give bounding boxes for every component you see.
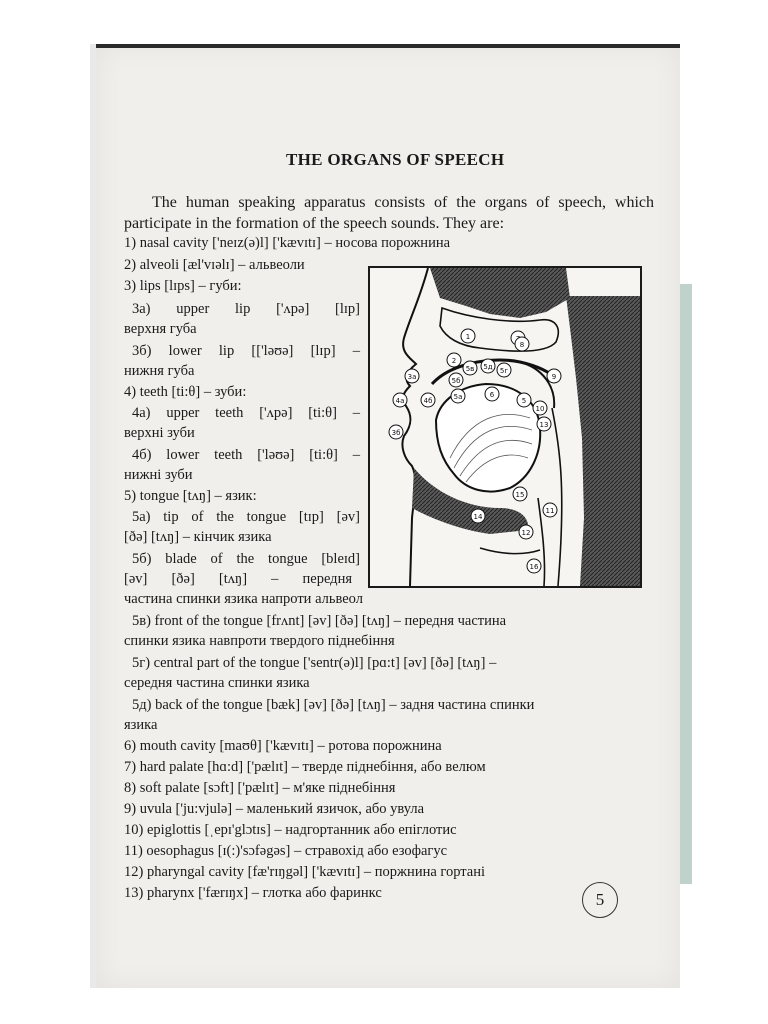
list-item-13: 13) pharynx ['færɪŋx] – глотка або фаринкс — [124, 885, 382, 901]
svg-text:3а: 3а — [407, 373, 417, 381]
label-5d — [481, 359, 495, 373]
svg-text:5б: 5б — [451, 377, 461, 385]
svg-text:2: 2 — [451, 357, 457, 365]
svg-text:5г: 5г — [499, 367, 509, 375]
label-2 — [447, 353, 461, 367]
svg-text:9: 9 — [551, 373, 557, 381]
list-item-4b: 4б) lower teeth ['ləʊə] [ti:θ] – — [132, 447, 360, 463]
list-item-4a-translation: верхні зуби — [124, 425, 195, 441]
label-4b — [421, 393, 435, 407]
label-13 — [537, 417, 551, 431]
list-item-5a-cont: [ðə] [tʌŋ] – кінчик язика — [124, 529, 272, 545]
svg-text:5в: 5в — [465, 365, 475, 373]
face-profile — [402, 268, 428, 586]
svg-text:14: 14 — [473, 513, 483, 521]
spine-region — [566, 296, 640, 586]
list-item-5: 5) tongue [tʌŋ] – язик: — [124, 488, 257, 504]
label-5v — [463, 361, 477, 375]
list-item-11: 11) oesophagus [ɪ(:)'sɔfəgəs] – стравохід або езофагус — [124, 843, 448, 859]
diagram-svg — [370, 268, 640, 586]
list-item-2: 2) alveoli [æl'vɪəlɪ] – альвеоли — [124, 257, 305, 273]
cover-edge — [680, 284, 692, 884]
list-item-5d-cont: язика — [124, 717, 158, 733]
list-item-5v: 5в) front of the tongue [frʌnt] [əv] [ðə] [tʌŋ] – передня частина — [132, 613, 507, 629]
svg-text:16: 16 — [529, 563, 539, 571]
label-5b — [449, 373, 463, 387]
label-5a — [451, 389, 465, 403]
svg-text:11: 11 — [545, 507, 555, 515]
list-item-3a-translation: верхня губа — [124, 321, 197, 337]
label-8 — [515, 337, 529, 351]
svg-text:5а: 5а — [453, 393, 463, 401]
list-item-1: 1) nasal cavity ['neɪz(ə)l] ['kævɪtɪ] – носова порожнина — [124, 235, 451, 251]
label-14 — [471, 509, 485, 523]
label-11 — [543, 503, 557, 517]
svg-text:8: 8 — [519, 341, 525, 349]
speech-organs-diagram — [368, 266, 642, 588]
book-page — [96, 44, 680, 988]
list-item-5b: 5б) blade of the tongue [bleɪd] — [132, 551, 360, 567]
svg-text:5д: 5д — [483, 363, 493, 371]
list-item-5v-cont: спинки язика навпроти твердого піднебіння — [124, 633, 395, 649]
svg-text:13: 13 — [539, 421, 549, 429]
svg-text:4а: 4а — [395, 397, 405, 405]
list-item-8: 8) soft palate [sɔft] ['pælɪt] – м'яке піднебіння — [124, 780, 396, 796]
list-item-4: 4) teeth [ti:θ] – зуби: — [124, 384, 247, 400]
label-3a — [405, 369, 419, 383]
list-item-3: 3) lips [lɪps] – губи: — [124, 278, 242, 294]
list-item-10: 10) epiglottis [ˌepɪ'glɔtɪs] – надгортанник або епіглотис — [124, 822, 457, 838]
label-12 — [519, 525, 533, 539]
label-3b — [389, 425, 403, 439]
list-item-9: 9) uvula ['ju:vjulə] – маленький язичок, або увула — [124, 801, 425, 817]
top-shadow-band — [96, 44, 680, 48]
svg-text:1: 1 — [465, 333, 471, 341]
label-4a — [393, 393, 407, 407]
label-16 — [527, 559, 541, 573]
pharynx-tube — [552, 408, 562, 586]
list-item-4a: 4а) upper teeth ['ʌpə] [ti:θ] – — [132, 405, 360, 421]
label-15 — [513, 487, 527, 501]
label-1 — [461, 329, 475, 343]
svg-text:15: 15 — [515, 491, 525, 499]
label-5g — [497, 363, 511, 377]
label-6 — [485, 387, 499, 401]
svg-text:6: 6 — [489, 391, 495, 399]
list-item-5b-cont-2: частина спинки язика напроти альвеол — [124, 591, 363, 607]
list-item-5a: 5а) tip of the tongue [tɪp] [əv] — [132, 509, 360, 525]
list-item-4b-translation: нижні зуби — [124, 467, 193, 483]
list-item-6: 6) mouth cavity [maʊθ] ['kævɪtɪ] – ротова порожнина — [124, 738, 442, 754]
list-item-3b: 3б) lower lip [['ləʊə] [lɪp] – — [132, 343, 360, 359]
list-item-5g: 5г) central part of the tongue ['sentr(ə)l] [pɑ:t] [əv] [ðə] [tʌŋ] – — [132, 655, 497, 671]
svg-text:12: 12 — [521, 529, 531, 537]
list-item-12: 12) pharyngal cavity [fæ'rɪŋgəl] ['kævɪtɪ] – поржнина гортані — [124, 864, 486, 880]
list-item-5d: 5д) back of the tongue [bæk] [əv] [ðə] [tʌŋ] – задня частина спинки — [132, 697, 535, 713]
page-number: 5 — [582, 882, 618, 918]
list-item-5b-cont: [əv] [ðə] [tʌŋ] – передня — [124, 571, 352, 587]
svg-text:3б: 3б — [391, 429, 401, 437]
page-edge — [90, 44, 96, 988]
label-5 — [517, 393, 531, 407]
label-9 — [547, 369, 561, 383]
label-10 — [533, 401, 547, 415]
list-item-7: 7) hard palate [hɑ:d] ['pælɪt] – тверде піднебіння, або велюм — [124, 759, 486, 775]
intro-paragraph: The human speaking apparatus consists of the organs of speech, which participate in the formation of the speech sounds. They are: — [124, 194, 654, 232]
list-item-5g-cont: середня частина спинки язика — [124, 675, 310, 691]
svg-text:5: 5 — [521, 397, 527, 405]
svg-text:4б: 4б — [423, 397, 433, 405]
larynx-structure — [480, 548, 540, 554]
svg-text:10: 10 — [535, 405, 545, 413]
list-item-3a: 3а) upper lip ['ʌpə] [lɪp] — [132, 301, 360, 317]
list-item-3b-translation: нижня губа — [124, 363, 195, 379]
page-title: THE ORGANS OF SPEECH — [286, 150, 505, 169]
